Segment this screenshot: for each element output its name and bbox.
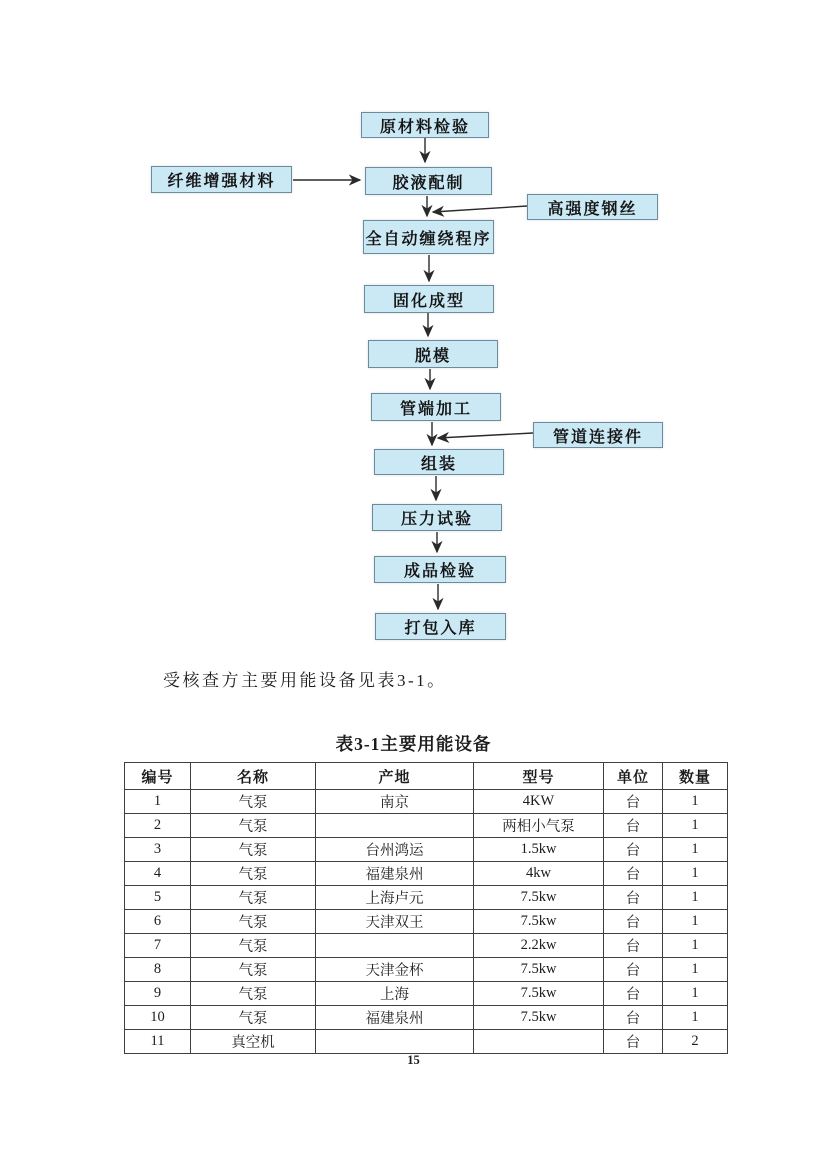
table-row — [125, 982, 728, 1006]
cell-qty: 1 — [663, 1006, 728, 1030]
cell-name: 气泵 — [191, 862, 316, 886]
cell-unit: 台 — [604, 1006, 663, 1030]
cell-model: 7.5kw — [474, 886, 604, 910]
cell-origin — [316, 1030, 474, 1054]
cell-unit: 台 — [604, 814, 663, 838]
col-header-name: 名称 — [191, 763, 316, 790]
cell-origin: 福建泉州 — [316, 862, 474, 886]
cell-unit: 台 — [604, 934, 663, 958]
table-row — [125, 958, 728, 982]
col-header-unit: 单位 — [604, 763, 663, 790]
cell-qty: 1 — [663, 886, 728, 910]
flow-step-pipe-end-processing — [371, 393, 501, 421]
cell-id: 2 — [125, 814, 191, 838]
cell-id: 1 — [125, 790, 191, 814]
page-number: 15 — [407, 1053, 420, 1067]
flow-step-label: 打包入库 — [404, 620, 477, 637]
cell-id: 4 — [125, 862, 191, 886]
table-row — [125, 1006, 728, 1030]
table-title: 表3-1主要用能设备 — [335, 734, 492, 754]
flow-step-label: 胶液配制 — [392, 174, 465, 192]
cell-qty: 1 — [663, 910, 728, 934]
cell-model: 7.5kw — [474, 910, 604, 934]
cell-model — [474, 1030, 604, 1054]
cell-origin: 天津双王 — [316, 910, 474, 934]
cell-model: 两相小气泵 — [474, 814, 604, 838]
body-paragraph: 受核查方主要用能设备见表3-1。 — [163, 671, 447, 690]
cell-qty: 1 — [663, 982, 728, 1006]
cell-name: 气泵 — [191, 910, 316, 934]
flow-step-label: 压力试验 — [400, 511, 473, 528]
flow-step-finished-product-inspection — [374, 556, 506, 583]
cell-qty: 1 — [663, 958, 728, 982]
cell-model: 7.5kw — [474, 958, 604, 982]
cell-unit: 台 — [604, 790, 663, 814]
table-row — [125, 1030, 728, 1054]
cell-id: 8 — [125, 958, 191, 982]
flow-step-label: 原材料检验 — [379, 118, 470, 136]
flow-step-raw-material-inspection — [361, 112, 489, 138]
flow-step-label: 固化成型 — [392, 292, 465, 310]
cell-name: 气泵 — [191, 934, 316, 958]
cell-origin: 南京 — [316, 790, 474, 814]
flow-step-assembly — [374, 449, 504, 475]
flow-step-glue-preparation — [365, 167, 492, 195]
cell-origin: 天津金杯 — [316, 958, 474, 982]
cell-origin — [316, 814, 474, 838]
col-header-origin: 产地 — [316, 763, 474, 790]
cell-model: 7.5kw — [474, 1006, 604, 1030]
cell-id: 7 — [125, 934, 191, 958]
flow-step-packing-warehousing — [375, 613, 506, 640]
cell-id: 10 — [125, 1006, 191, 1030]
cell-unit: 台 — [604, 838, 663, 862]
flow-step-label: 管端加工 — [399, 400, 472, 418]
cell-model: 2.2kw — [474, 934, 604, 958]
col-header-id: 编号 — [125, 763, 191, 790]
table-row — [125, 934, 728, 958]
cell-unit: 台 — [604, 910, 663, 934]
cell-unit: 台 — [604, 982, 663, 1006]
cell-name: 气泵 — [191, 814, 316, 838]
cell-id: 11 — [125, 1030, 191, 1054]
cell-unit: 台 — [604, 958, 663, 982]
flow-input-pipe-connectors — [533, 422, 663, 448]
table-row — [125, 862, 728, 886]
cell-name: 气泵 — [191, 1006, 316, 1030]
table-row — [125, 814, 728, 838]
cell-name: 气泵 — [191, 982, 316, 1006]
cell-id: 6 — [125, 910, 191, 934]
table-header-row — [125, 763, 728, 790]
cell-id: 3 — [125, 838, 191, 862]
cell-name: 气泵 — [191, 886, 316, 910]
equipment-table — [124, 762, 728, 1054]
cell-model: 7.5kw — [474, 982, 604, 1006]
table-row — [125, 838, 728, 862]
flow-input-fiber-reinforced-material — [151, 166, 292, 193]
flow-step-curing-molding — [364, 285, 494, 313]
cell-origin: 福建泉州 — [316, 1006, 474, 1030]
cell-qty: 1 — [663, 790, 728, 814]
cell-name: 气泵 — [191, 958, 316, 982]
flow-input-label: 管道连接件 — [552, 428, 643, 446]
cell-origin: 上海 — [316, 982, 474, 1006]
cell-qty: 1 — [663, 814, 728, 838]
cell-unit: 台 — [604, 886, 663, 910]
col-header-model: 型号 — [474, 763, 604, 790]
flow-input-label: 高强度钢丝 — [547, 200, 638, 218]
flow-input-high-strength-steel-wire — [527, 194, 658, 220]
flow-arrow-wire-to-winding — [433, 206, 527, 212]
cell-origin — [316, 934, 474, 958]
flow-step-label: 脱模 — [414, 347, 451, 365]
flow-input-label: 纤维增强材料 — [167, 173, 276, 190]
table-row — [125, 790, 728, 814]
flow-step-label: 组装 — [420, 455, 457, 473]
cell-name: 气泵 — [191, 838, 316, 862]
cell-name: 气泵 — [191, 790, 316, 814]
cell-qty: 1 — [663, 838, 728, 862]
flow-arrow-connector-to-assembly — [438, 433, 533, 438]
cell-unit: 台 — [604, 1030, 663, 1054]
cell-id: 5 — [125, 886, 191, 910]
flow-step-pressure-test — [372, 504, 502, 531]
cell-qty: 1 — [663, 934, 728, 958]
cell-unit: 台 — [604, 862, 663, 886]
cell-origin: 上海卢元 — [316, 886, 474, 910]
flow-step-demolding — [368, 340, 498, 368]
cell-model: 1.5kw — [474, 838, 604, 862]
cell-qty: 2 — [663, 1030, 728, 1054]
table-row — [125, 910, 728, 934]
cell-qty: 1 — [663, 862, 728, 886]
cell-id: 9 — [125, 982, 191, 1006]
flow-step-label: 成品检验 — [403, 563, 476, 580]
flow-step-automatic-winding-program — [363, 220, 494, 254]
cell-model: 4kw — [474, 862, 604, 886]
flow-step-label: 全自动缠绕程序 — [365, 230, 492, 248]
table-row — [125, 886, 728, 910]
col-header-qty: 数量 — [663, 763, 728, 790]
cell-name: 真空机 — [191, 1030, 316, 1054]
cell-origin: 台州鸿运 — [316, 838, 474, 862]
cell-model: 4KW — [474, 790, 604, 814]
